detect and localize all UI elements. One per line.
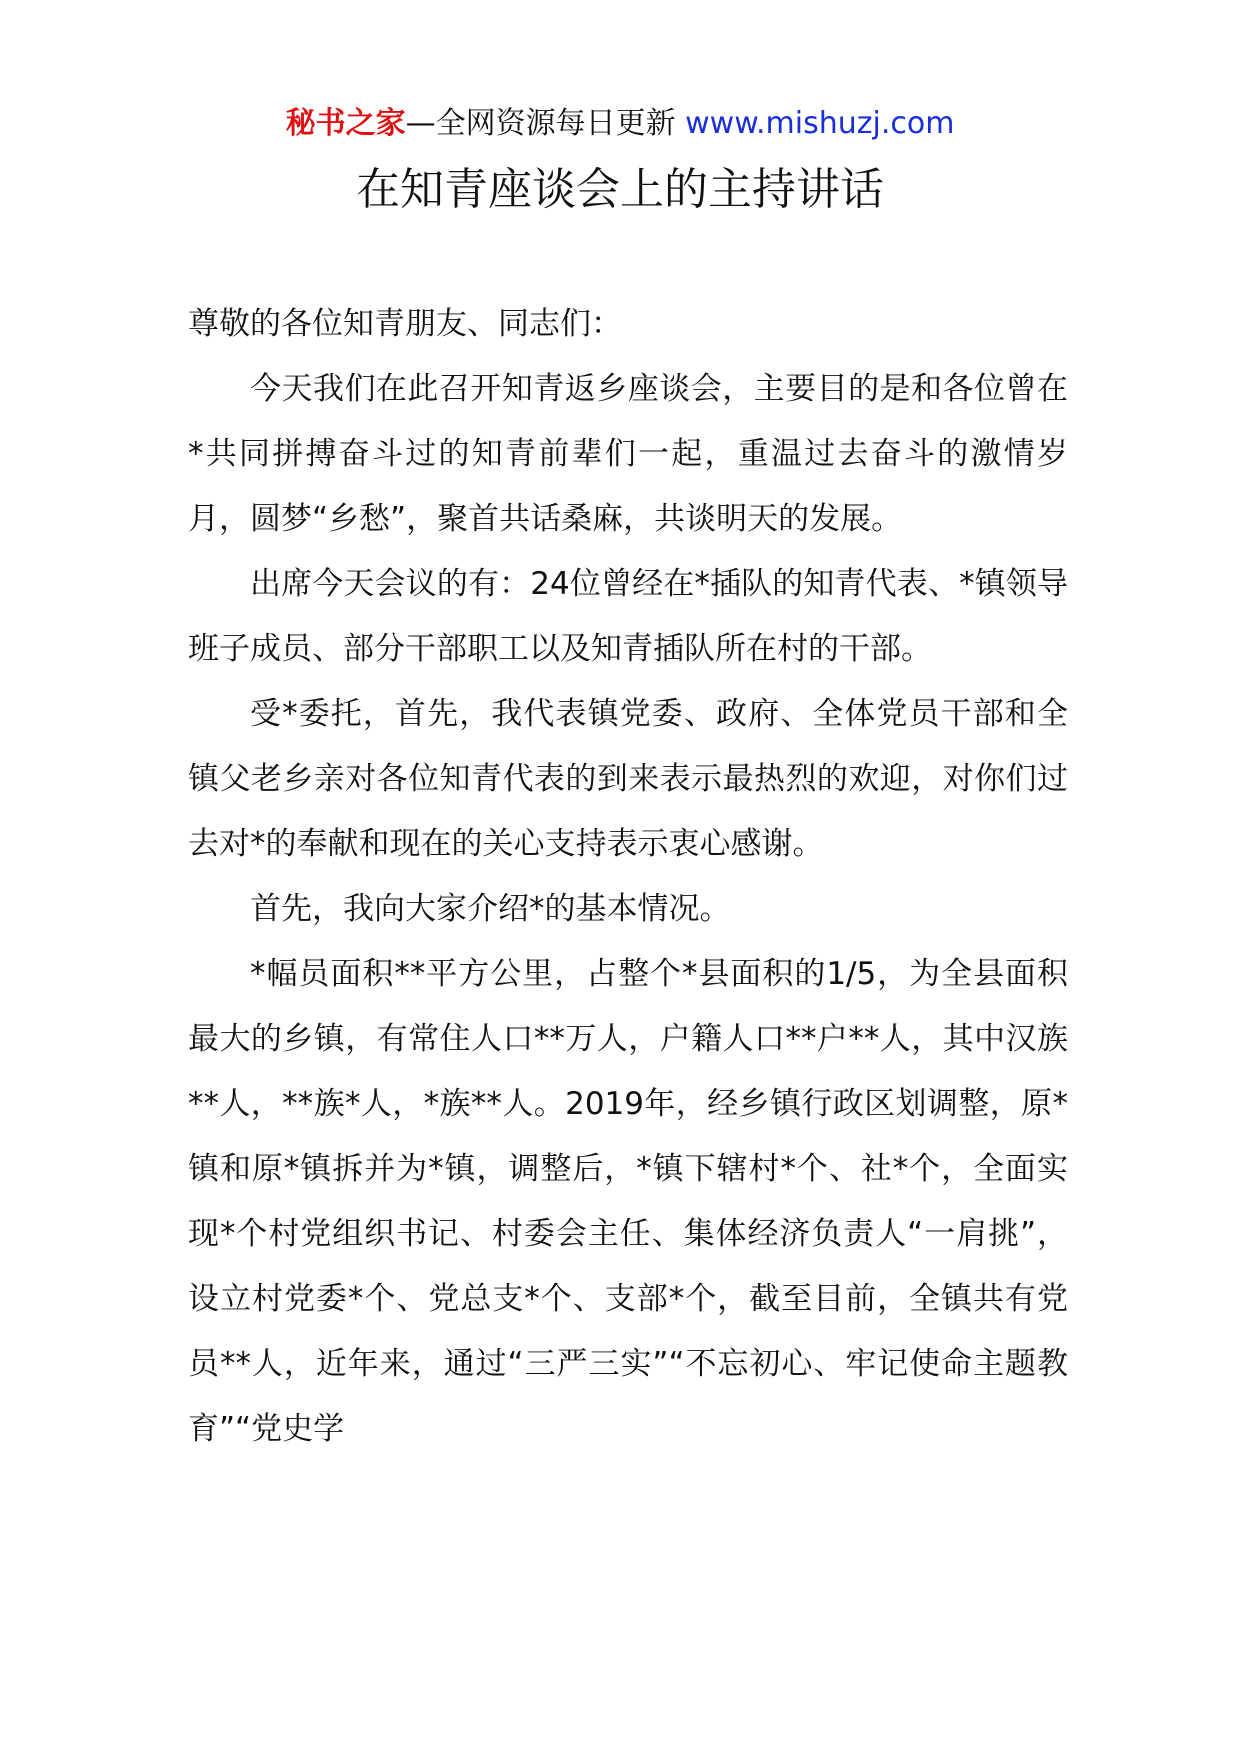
paragraph: *幅员面积**平方公里，占整个*县面积的1/5，为全县面积最大的乡镇，有常住人口**万人，户籍人口**户**人，其中汉族**人，**族*人，*族**人。2019年，经乡镇行政区划调整，原*镇和原*镇拆并为*镇，调整后，*镇下辖村*个、社*个，全面实现*个村党组织书记、村委会主任、集体经济负责人“一肩挑”，设立村党委*个、党总支*个、支部*个，截至目前，全镇共有党员**人，近年来，通过“三严三实”“不忘初心、牢记使命主题教育”“党史学 <box>188 956 1068 1447</box>
paragraph: 出席今天会议的有：24位曾经在*插队的知青代表、*镇领导班子成员、部分干部职工以及知青插队所在村的干部。 <box>188 566 1068 667</box>
salutation: 尊敬的各位知青朋友、同志们： <box>188 306 622 342</box>
document-body <box>188 292 1068 1462</box>
site-url-link[interactable]: www.mishuzj.com <box>685 106 955 141</box>
paragraph: 受*委托，首先，我代表镇党委、政府、全体党员干部和全镇父老乡亲对各位知青代表的到来表示最热烈的欢迎，对你们过去对*的奉献和现在的关心支持表示衷心感谢。 <box>188 696 1068 862</box>
site-brand: 秘书之家 <box>285 106 406 141</box>
site-header <box>0 102 1240 146</box>
site-slogan: —全网资源每日更新 <box>405 106 676 141</box>
document-title: 在知青座谈会上的主持讲话 <box>356 164 884 215</box>
paragraph: 今天我们在此召开知青返乡座谈会，主要目的是和各位曾在*共同拼搏奋斗过的知青前辈们一起，重温过去奋斗的激情岁月，圆梦“乡愁”，聚首共话桑麻，共谈明天的发展。 <box>188 371 1068 537</box>
paragraph: 首先，我向大家介绍*的基本情况。 <box>250 891 731 927</box>
